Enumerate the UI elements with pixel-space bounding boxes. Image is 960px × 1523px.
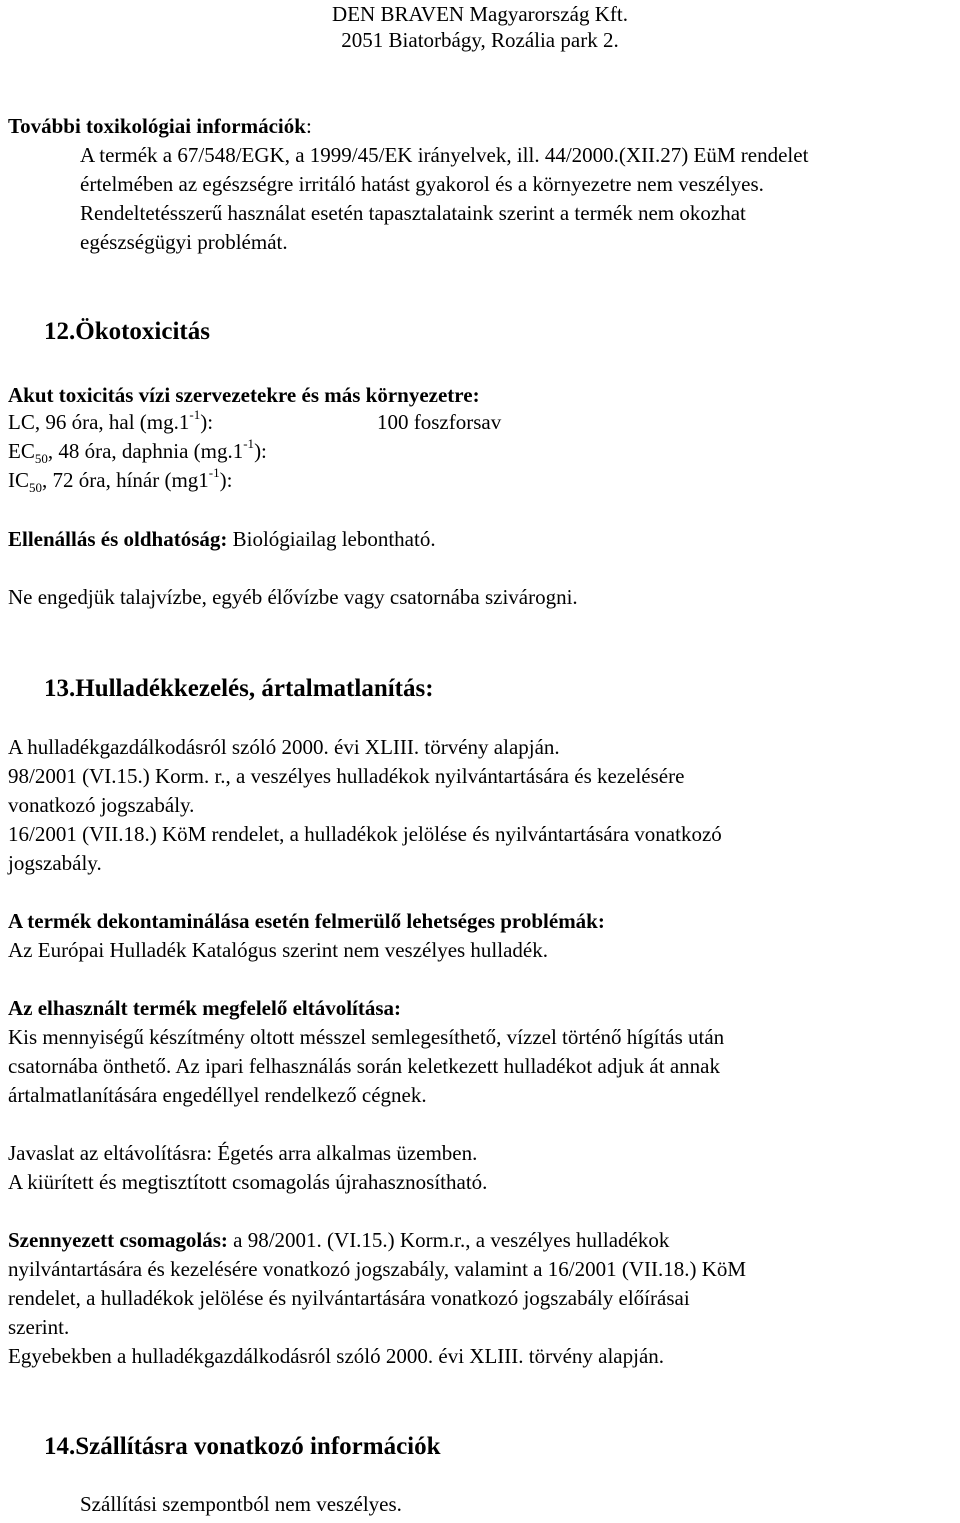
waste-law-line: 98/2001 (VI.15.) Korm. r., a veszélyes hulladékok nyilvántartására és kezelésére: [8, 764, 685, 788]
section-12-number: 12.: [44, 318, 76, 345]
section-12-heading: [44, 317, 210, 346]
section-12-title: Ökotoxicitás: [75, 318, 210, 345]
packaging-line: nyilvántartására és kezelésére vonatkozó jogszabály, valamint a 16/2001 (VII.18.) KöM: [8, 1257, 747, 1281]
ic-suffix: ):: [219, 468, 233, 492]
decontamination-text: Az Európai Hulladék Katalógus szerint nem veszélyes hulladék.: [8, 938, 548, 962]
section-14-heading: [44, 1432, 441, 1461]
ec-sub: 50: [34, 451, 48, 467]
suggestion-line: Javaslat az eltávolításra: Égetés arra alkalmas üzemben.: [8, 1141, 478, 1165]
transport-text: Szállítási szempontból nem veszélyes.: [80, 1492, 402, 1516]
waste-law-line: jogszabály.: [8, 851, 102, 875]
decontamination-heading: A termék dekontaminálása esetén felmerülő lehetséges problémák:: [8, 909, 605, 933]
lc-sup: -1: [189, 407, 201, 422]
ec-suffix: ):: [254, 439, 267, 463]
tox-info-colon: :: [305, 114, 312, 138]
tox-info-line: értelmében az egészségre irritáló hatást gyakorol és a környezetre nem veszélyes.: [80, 172, 764, 196]
section-13-heading: [44, 674, 434, 703]
tox-info-heading-line: [8, 112, 312, 141]
company-name: DEN BRAVEN Magyarország Kft.: [332, 2, 628, 26]
ec-label: EC: [8, 439, 35, 463]
resistance-value: Biológiailag lebontható.: [227, 527, 436, 551]
tox-info-line: egészségügyi problémát.: [80, 230, 288, 254]
lc-value: 100 foszforsav: [377, 410, 502, 434]
waste-law-line: vonatkozó jogszabály.: [8, 793, 195, 817]
company-address: 2051 Biatorbágy, Rozália park 2.: [341, 28, 619, 52]
packaging-label: Szennyezett csomagolás:: [8, 1228, 228, 1252]
ec-sup: -1: [243, 436, 255, 451]
water-warning: Ne engedjük talajvízbe, egyéb élővízbe vagy csatornába szivárogni.: [8, 585, 578, 609]
disposal-heading: Az elhasznált termék megfelelő eltávolítása:: [8, 996, 402, 1020]
ic-mid: , 72 óra, hínár (mg1: [42, 468, 209, 492]
acute-toxicity-heading: Akut toxicitás vízi szervezetekre és más környezetre:: [8, 383, 480, 407]
ec-mid: , 48 óra, daphnia (mg.1: [47, 439, 244, 463]
packaging-line: szerint.: [8, 1315, 70, 1339]
lc-suffix: ):: [200, 410, 214, 434]
resistance-line: [8, 525, 436, 554]
section-13-title: Hulladékkezelés, ártalmatlanítás:: [75, 675, 434, 702]
suggestion-line: A kiürített és megtisztított csomagolás újrahasznosítható.: [8, 1170, 488, 1194]
disposal-line: csatornába önthető. Az ipari felhasználás során keletkezett hulladékot adjuk át annak: [8, 1054, 720, 1078]
disposal-line: ártalmatlanítására engedéllyel rendelkező cégnek.: [8, 1083, 427, 1107]
tox-info-line: A termék a 67/548/EGK, a 1999/45/EK irányelvek, ill. 44/2000.(XII.27) EüM rendelet: [80, 143, 809, 167]
ic-label: IC: [8, 468, 29, 492]
packaging-line: Egyebekben a hulladékgazdálkodásról szóló 2000. évi XLIII. törvény alapján.: [8, 1344, 665, 1368]
section-14-number: 14.: [44, 1433, 76, 1460]
packaging-text: a 98/2001. (VI.15.) Korm.r., a veszélyes hulladékok: [227, 1228, 670, 1252]
disposal-line: Kis mennyiségű készítmény oltott mésszel semlegesíthető, vízzel történő hígítás után: [8, 1025, 725, 1049]
ic-sub: 50: [29, 480, 42, 496]
waste-law-line: 16/2001 (VII.18.) KöM rendelet, a hulladékok jelölése és nyilvántartására vonatkozó: [8, 822, 722, 846]
tox-info-line: Rendeltetésszerű használat esetén tapasztalataink szerint a termék nem okozhat: [80, 201, 746, 225]
tox-info-heading: További toxikológiai információk: [8, 114, 306, 138]
packaging-first-line: [8, 1226, 669, 1255]
lc-row: [8, 408, 213, 437]
ic-row: [8, 466, 232, 495]
packaging-line: rendelet, a hulladékok jelölése és nyilvántartására vonatkozó jogszabály előírásai: [8, 1286, 690, 1310]
ec-row: [8, 437, 267, 466]
waste-law-line: A hulladékgazdálkodásról szóló 2000. évi XLIII. törvény alapján.: [8, 735, 560, 759]
section-14-title: Szállításra vonatkozó információk: [75, 1433, 441, 1460]
lc-label: LC, 96 óra, hal (mg.1: [8, 410, 190, 434]
resistance-label: Ellenállás és oldhatóság:: [8, 527, 228, 551]
ic-sup: -1: [208, 465, 220, 480]
section-13-number: 13.: [44, 675, 76, 702]
